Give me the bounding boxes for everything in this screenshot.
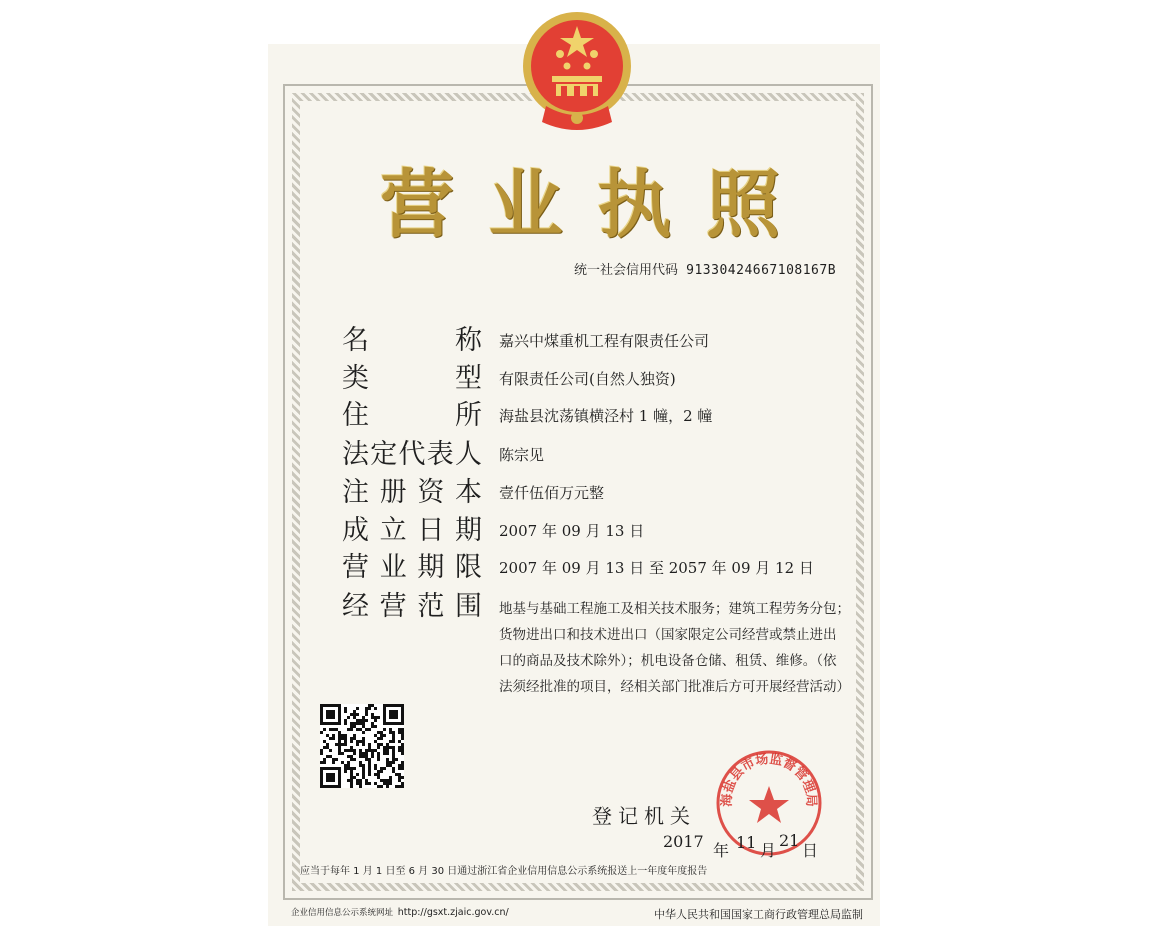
title-char: 业 (488, 162, 563, 248)
label-char: 围 (454, 591, 482, 622)
issue-year-unit: 年 (713, 841, 730, 860)
label-char: 人 (455, 439, 482, 470)
label-char: 业 (379, 552, 407, 583)
label-char: 住 (342, 400, 369, 431)
issue-day: 21 (779, 831, 800, 850)
field-value: 壹仟伍佰万元整 (499, 484, 605, 502)
field-label (342, 440, 482, 470)
label-char: 定 (370, 439, 398, 470)
label-char: 经 (342, 591, 369, 622)
label-char: 立 (379, 515, 407, 546)
qr-code-icon[interactable] (320, 704, 404, 788)
field-value: 2007 年 09 月 13 日 (499, 522, 645, 540)
label-char: 范 (417, 591, 445, 622)
label-char: 限 (454, 552, 482, 583)
field-label (342, 478, 482, 508)
title-char: 执 (597, 162, 672, 248)
issue-year: 2017 (663, 832, 704, 851)
label-char: 代 (398, 439, 426, 470)
label-char: 营 (342, 552, 369, 583)
supervisor-note: 中华人民共和国国家工商行政管理总局监制 (654, 908, 863, 921)
registration-authority-label: 登记机关 (592, 804, 696, 828)
issue-month: 11 (736, 833, 757, 852)
field-value: 有限责任公司(自然人独资) (499, 370, 676, 388)
label-char: 型 (455, 363, 482, 394)
website-note (291, 906, 509, 918)
field-label (342, 592, 482, 622)
field-label (342, 516, 482, 546)
label-char: 本 (454, 477, 482, 508)
annual-report-note: 应当于每年 1 月 1 日至 6 月 30 日通过浙江省企业信用信息公示系统报送上一年度年度报告 (300, 866, 708, 877)
label-char: 营 (379, 591, 407, 622)
field-label (342, 401, 482, 431)
business-scope-text: 地基与基础工程施工及相关技术服务；建筑工程劳务分包； 货物进出口和技术进出口（国家限定公司经营或禁止进出 口的商品及技术除外）；机电设备仓储、租赁、维修。（依 法须经批准的项目，经相关部门批准后方可开展经营活动） (499, 601, 850, 695)
label-char: 成 (342, 515, 369, 546)
field-label (342, 364, 482, 394)
field-value: 陈宗见 (499, 446, 545, 464)
label-char: 册 (379, 477, 407, 508)
label-char: 资 (417, 477, 445, 508)
label-char: 期 (417, 552, 445, 583)
title-char: 营 (380, 162, 454, 248)
license-title (380, 160, 780, 250)
field-value: 海盐县沈荡镇横泾村 1 幢，2 幢 (499, 407, 713, 425)
national-emblem-icon (520, 6, 634, 142)
label-char: 注 (342, 477, 369, 508)
website-label: 企业信用信息公示系统网址 (291, 908, 394, 918)
label-char: 名 (342, 325, 369, 356)
website-link[interactable]: http://gsxt.zjaic.gov.cn/ (397, 907, 509, 918)
label-char: 期 (454, 515, 482, 546)
title-char: 照 (705, 162, 780, 248)
label-char: 表 (426, 439, 454, 470)
label-char: 日 (417, 515, 445, 546)
label-char: 类 (342, 363, 369, 394)
field-value: 嘉兴中煤重机工程有限责任公司 (499, 332, 710, 350)
label-char: 法 (342, 439, 369, 470)
svg-text:海盐县市场监督管理局: 海盐县市场监督管理局 (719, 751, 819, 808)
field-label (342, 553, 482, 583)
label-char: 所 (455, 400, 482, 431)
field-value: 2007 年 09 月 13 日 至 2057 年 09 月 12 日 (499, 559, 814, 577)
credit-code-label: 统一社会信用代码 (574, 263, 679, 278)
credit-code-value: 91330424667108167B (686, 263, 837, 278)
issue-month-unit: 月 (760, 841, 777, 860)
field-label (342, 326, 482, 356)
credit-code (574, 259, 836, 278)
label-char: 称 (455, 325, 482, 356)
issue-day-unit: 日 (802, 841, 819, 860)
